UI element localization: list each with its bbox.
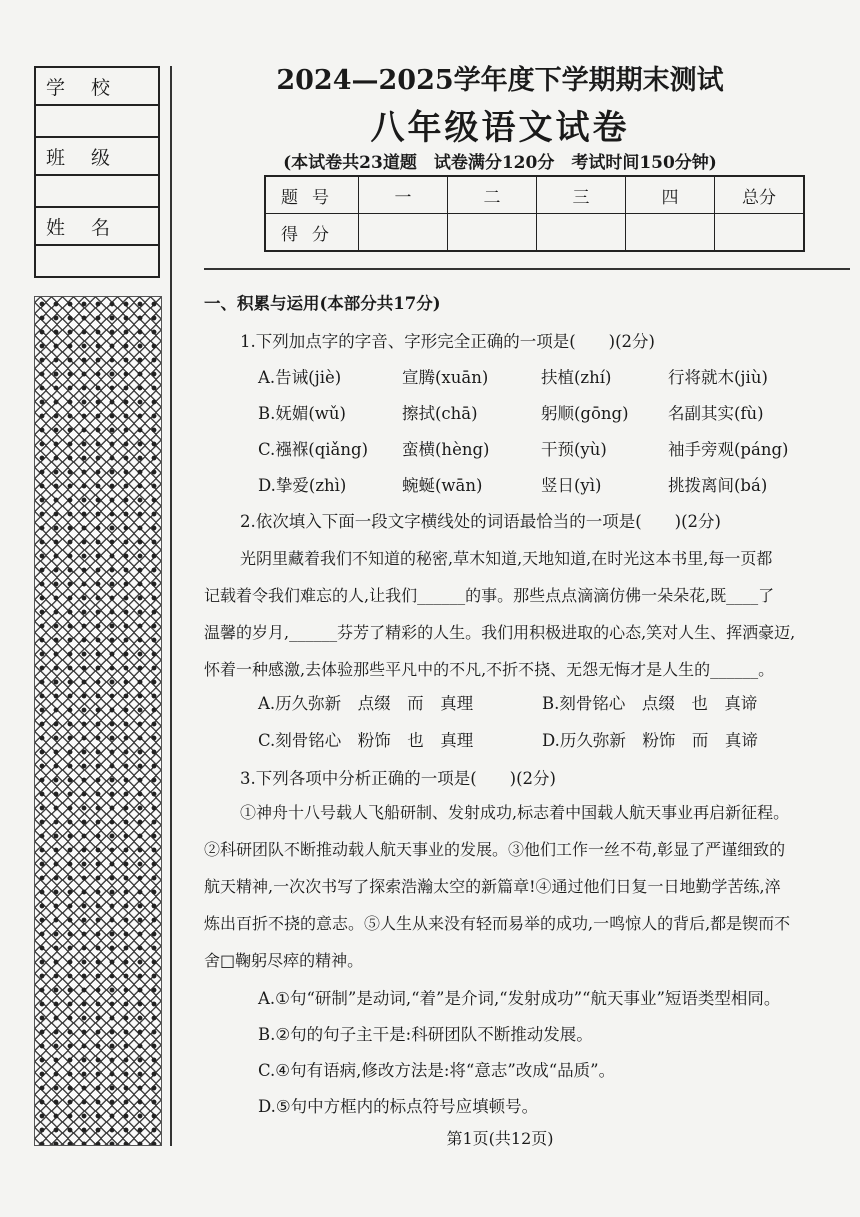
q3-passage-line: ①神舟十八号载人飞船研制、发射成功,标志着中国载人航天事业再启新征程。 bbox=[240, 803, 790, 822]
q3-passage-line: 舍□鞠躬尽瘁的精神。 bbox=[204, 951, 364, 970]
q3-option-d: D.⑤句中方框内的标点符号应填顿号。 bbox=[258, 1097, 539, 1116]
score-header-label: 题号 bbox=[265, 176, 359, 214]
q1-d-3: 竖日(yì) bbox=[541, 476, 602, 495]
class-label: 班级 bbox=[35, 137, 159, 175]
q1-b-4: 名副其实(fù) bbox=[668, 404, 764, 423]
score-table bbox=[264, 175, 805, 252]
q2-passage-line: 怀着一种感激,去体验那些平凡中的不凡,不折不挠、无怨无悔才是人生的______。 bbox=[204, 660, 775, 679]
q1-d-2: 蜿蜒(wān) bbox=[402, 476, 483, 495]
score-header-2: 二 bbox=[448, 176, 537, 214]
security-pattern-strip bbox=[34, 296, 162, 1146]
score-header-1: 一 bbox=[359, 176, 448, 214]
score-cell-4[interactable] bbox=[626, 214, 715, 252]
q1-a-4: 行将就木(jiù) bbox=[668, 368, 768, 387]
score-row-label: 得分 bbox=[265, 214, 359, 252]
q1-c-3: 干预(yù) bbox=[541, 440, 607, 459]
q2-passage-line: 记载着令我们难忘的人,让我们______的事。那些点点滴滴仿佛一朵朵花,既____了 bbox=[204, 586, 775, 605]
school-label: 学校 bbox=[35, 67, 159, 105]
score-header-4: 四 bbox=[626, 176, 715, 214]
q2-passage-line: 光阴里藏着我们不知道的秘密,草木知道,天地知道,在时光这本书里,每一页都 bbox=[240, 549, 773, 568]
score-cell-3[interactable] bbox=[537, 214, 626, 252]
q2-stem: 2.依次填入下面一段文字横线处的词语最恰当的一项是( )(2分) bbox=[240, 512, 721, 531]
header-rule bbox=[204, 268, 850, 270]
q1-a-2: 宣腾(xuān) bbox=[402, 368, 489, 387]
exam-info: (本试卷共23道题 试卷满分120分 考试时间150分钟) bbox=[283, 153, 717, 173]
q1-stem: 1.下列加点字的字音、字形完全正确的一项是( )(2分) bbox=[240, 332, 655, 351]
class-field[interactable] bbox=[35, 175, 159, 207]
score-header-total: 总分 bbox=[715, 176, 805, 214]
score-header-3: 三 bbox=[537, 176, 626, 214]
q1-b-2: 擦拭(chā) bbox=[402, 404, 478, 423]
q3-option-a: A.①句“研制”是动词,“着”是介词,“发射成功”“航天事业”短语类型相同。 bbox=[258, 989, 781, 1008]
score-cell-total[interactable] bbox=[715, 214, 805, 252]
score-cell-1[interactable] bbox=[359, 214, 448, 252]
q1-c-4: 袖手旁观(páng) bbox=[668, 440, 789, 459]
q1-a-1: A.告诫(jiè) bbox=[258, 368, 342, 387]
q3-passage-line: 航天精神,一次次书写了探索浩瀚太空的新篇章!④通过他们日复一日地勤学苦练,淬 bbox=[204, 877, 781, 896]
q3-passage-line: 炼出百折不挠的意志。⑤人生从来没有轻而易举的成功,一鸣惊人的背后,都是锲而不 bbox=[204, 914, 791, 933]
q1-c-1: C.襁褓(qiǎng) bbox=[258, 440, 369, 459]
school-field[interactable] bbox=[35, 105, 159, 137]
q3-option-c: C.④句有语病,修改方法是:将“意志”改成“品质”。 bbox=[258, 1061, 616, 1080]
score-cell-2[interactable] bbox=[448, 214, 537, 252]
binding-divider bbox=[170, 66, 172, 1146]
page-number: 第1页(共12页) bbox=[446, 1129, 554, 1148]
q3-option-b: B.②句的句子主干是:科研团队不断推动发展。 bbox=[258, 1025, 593, 1044]
q1-a-3: 扶植(zhí) bbox=[541, 368, 612, 387]
q2-option-c: C.刻骨铭心 粉饰 也 真理 bbox=[258, 731, 474, 750]
name-field[interactable] bbox=[35, 245, 159, 277]
name-label: 姓名 bbox=[35, 207, 159, 245]
q1-b-3: 躬顺(gōng) bbox=[541, 404, 629, 423]
q2-passage-line: 温馨的岁月,______芬芳了精彩的人生。我们用积极进取的心态,笑对人生、挥洒豪迈, bbox=[204, 623, 796, 642]
q2-option-a: A.历久弥新 点缀 而 真理 bbox=[258, 694, 474, 713]
q2-option-b: B.刻骨铭心 点缀 也 真谛 bbox=[542, 694, 758, 713]
exam-title: 2024—2025学年度下学期期末测试 bbox=[276, 65, 724, 96]
q2-option-d: D.历久弥新 粉饰 而 真谛 bbox=[542, 731, 758, 750]
q3-passage-line: ②科研团队不断推动载人航天事业的发展。③他们工作一丝不苟,彰显了严谨细致的 bbox=[204, 840, 786, 859]
q1-b-1: B.妩媚(wǔ) bbox=[258, 404, 346, 423]
paper-title: 八年级语文试卷 bbox=[370, 108, 630, 148]
q1-d-4: 挑拨离间(bá) bbox=[668, 476, 768, 495]
q1-d-1: D.挚爱(zhì) bbox=[258, 476, 347, 495]
q3-stem: 3.下列各项中分析正确的一项是( )(2分) bbox=[240, 769, 556, 788]
q1-c-2: 蛮横(hèng) bbox=[402, 440, 490, 459]
student-info-table bbox=[34, 66, 160, 278]
section-title: 一、积累与运用(本部分共17分) bbox=[204, 294, 441, 313]
